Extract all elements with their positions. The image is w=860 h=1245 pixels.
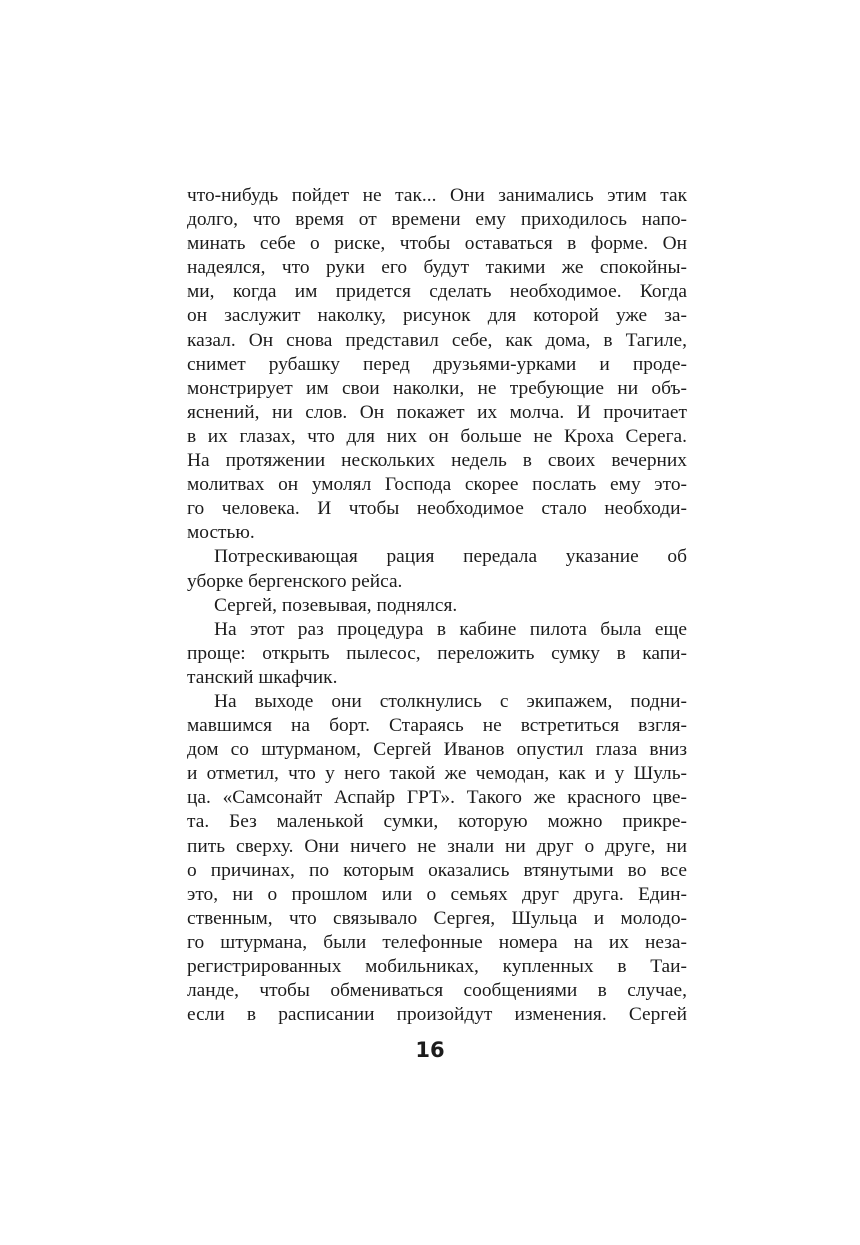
text-line: минать себе о риске, чтобы оставаться в форме. Он	[187, 233, 687, 255]
text-line: о причинах, по которым оказались втянутыми во все	[187, 859, 687, 881]
text-line: яснений, ни слов. Он покажет их молча. И прочитает	[187, 401, 687, 423]
text-line: ланде, чтобы обмениваться сообщениями в случае,	[187, 980, 687, 1002]
paragraph	[187, 618, 687, 690]
text-line: монстрирует им свои наколки, не требующие ни объ-	[187, 377, 687, 399]
text-line: молитвах он умолял Господа скорее послать ему это-	[187, 474, 687, 496]
text-line: ца. «Самсонайт Аспайр ГРТ». Такого же красного цве-	[187, 787, 687, 809]
text-line: в их глазах, что для них он больше не Кроха Серега.	[187, 425, 687, 447]
text-line: пить сверху. Они ничего не знали ни друг о друге, ни	[187, 835, 687, 857]
text-line: регистрированных мобильниках, купленных в Таи-	[187, 956, 687, 977]
text-line: Потрескивающая рация передала указание об	[214, 546, 687, 568]
text-line: ственным, что связывало Сергея, Шульца и молодо-	[187, 907, 687, 929]
text-line: Сергей, позевывая, поднялся.	[214, 594, 458, 616]
text-line: го штурмана, были телефонные номера на их неза-	[187, 931, 687, 953]
body-text	[187, 184, 687, 1027]
text-line: проще: открыть пылесос, переложить сумку в капи-	[187, 642, 687, 664]
text-line: долго, что время от времени ему приходилось напо-	[187, 209, 687, 231]
text-line: дом со штурманом, Сергей Иванов опустил глаза вниз	[187, 739, 687, 761]
text-line: го человека. И чтобы необходимое стало необходи-	[187, 498, 687, 520]
text-line: надеялся, что руки его будут такими же спокойны-	[187, 257, 687, 279]
text-line: мавшимся на борт. Стараясь не встретиться взгля-	[187, 715, 687, 737]
text-line: На этот раз процедура в кабине пилота была еще	[214, 618, 687, 640]
text-line: та. Без маленькой сумки, которую можно прикре-	[187, 811, 687, 833]
text-line: На протяжении нескольких недель в своих вечерних	[187, 450, 687, 472]
text-line: если в расписании произойдут изменения. Сергей	[187, 1004, 687, 1026]
paragraph	[187, 184, 687, 545]
paragraph	[187, 545, 687, 593]
text-line: и отметил, что у него такой же чемодан, как и у Шуль-	[187, 763, 687, 785]
page-number: 16	[415, 1038, 445, 1062]
text-line: мостью.	[187, 522, 255, 544]
text-line: уборке бергенского рейса.	[187, 570, 403, 592]
paragraph	[187, 594, 687, 618]
text-line: снимет рубашку перед друзьями-урками и проде-	[187, 353, 687, 375]
text-line: танский шкафчик.	[187, 666, 338, 688]
paragraph	[187, 690, 687, 1027]
text-line: он заслужит наколку, рисунок для которой уже за-	[187, 305, 687, 327]
text-line: это, ни о прошлом или о семьях друг друга. Един-	[187, 883, 687, 905]
text-line: На выходе они столкнулись с экипажем, подни-	[214, 690, 687, 712]
text-line: что-нибудь пойдет не так... Они занимались этим так	[187, 185, 687, 206]
text-line: казал. Он снова представил себе, как дома, в Тагиле,	[187, 329, 687, 351]
text-line: ми, когда им придется сделать необходимое. Когда	[187, 281, 687, 303]
